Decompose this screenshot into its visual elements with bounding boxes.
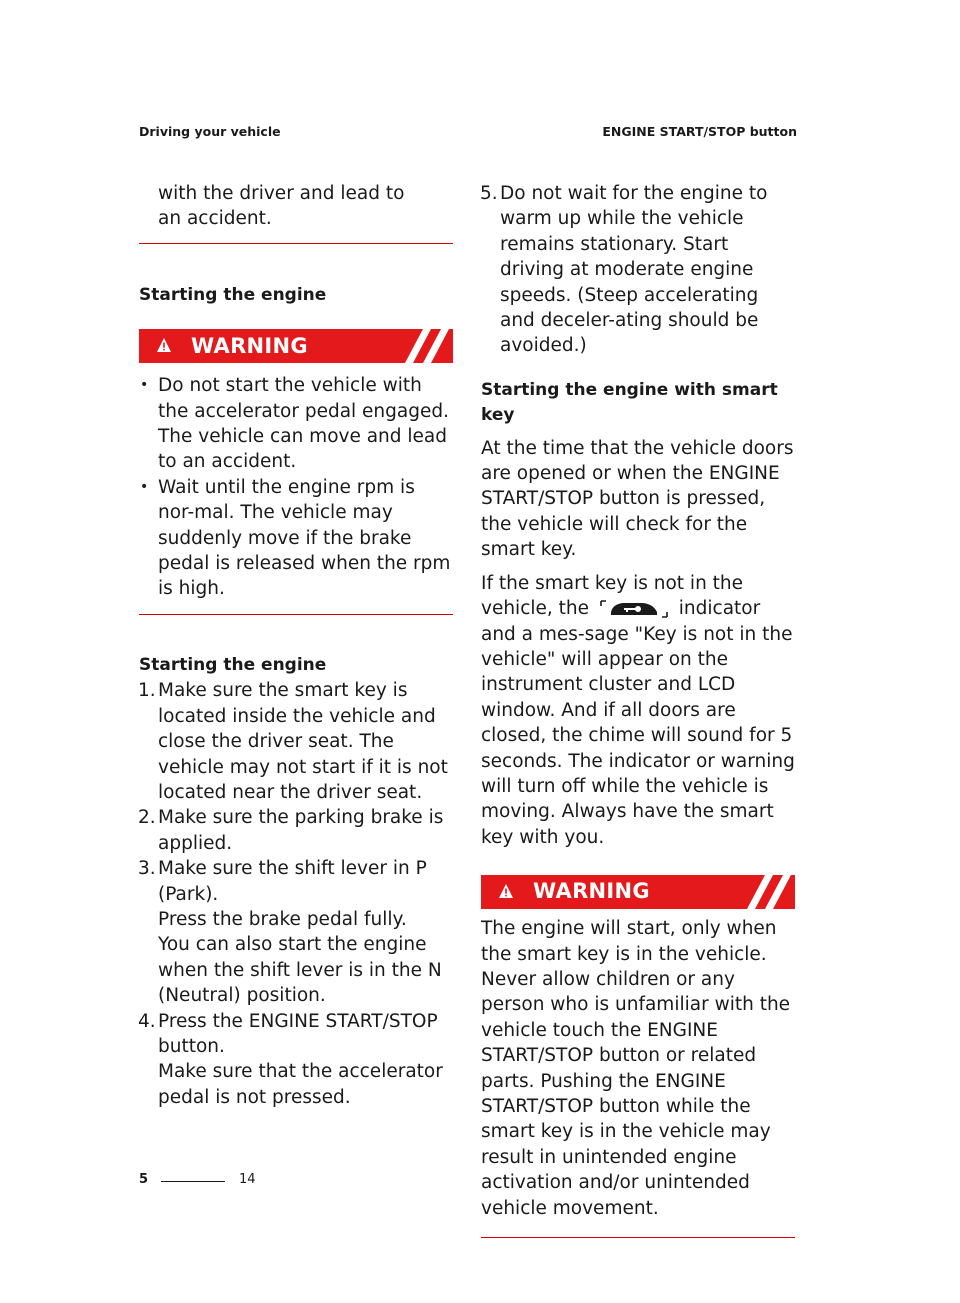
list-item: 2. Make sure the parking brake is applied.	[138, 807, 444, 854]
section-divider	[139, 243, 453, 244]
warning-bullet-list	[139, 373, 453, 602]
section-divider	[139, 614, 453, 615]
smart-key-indicator-icon	[599, 598, 669, 620]
page-number: 14	[239, 1172, 256, 1187]
list-item: 4. Press the ENGINE START/STOP button. Make sure that the accelerator pedal is not pressed.	[138, 1010, 443, 1108]
section-heading-smart-key: Starting the engine with smart key	[481, 379, 778, 426]
list-item: 3. Make sure the shift lever in P (Park). Press the brake pedal fully. You can also start the engine when the shift lever is in the N (Neutral) position.	[138, 858, 442, 1007]
chapter-number: 5	[139, 1172, 149, 1187]
continued-text: with the driver and lead to an accident.	[158, 183, 405, 230]
right-column	[481, 181, 795, 1238]
list-item: 1. Make sure the smart key is located inside the vehicle and close the driver seat. The vehicle may not start if it is not located near the driver seat.	[138, 680, 448, 803]
footer-divider	[161, 1181, 225, 1182]
warning-banner	[139, 329, 453, 363]
paragraph: At the time that the vehicle doors are opened or when the ENGINE START/STOP button is pressed, the vehicle will check for the smart key.	[481, 437, 794, 561]
warning-label: WARNING	[533, 879, 650, 904]
warning-slashes-decoration	[401, 329, 453, 363]
warning-label: WARNING	[191, 333, 308, 358]
left-column	[139, 181, 453, 1110]
header-topic-title: ENGINE START/STOP button	[602, 124, 797, 139]
header-section-title: Driving your vehicle	[139, 124, 281, 139]
section-heading-starting-engine: Starting the engine	[139, 284, 327, 305]
starting-steps-list	[139, 678, 453, 1110]
starting-steps-list-continued	[481, 181, 795, 359]
list-item: • Do not start the vehicle with the accelerator pedal engaged. The vehicle can move and lead to an accident.	[139, 373, 453, 475]
list-item: 5. Do not wait for the engine to warm up while the vehicle remains stationary. Start driving at moderate engine speeds. (Steep accelerating and deceler-ating should be avoided.)	[480, 183, 768, 357]
list-item: • Wait until the engine rpm is nor-mal. The vehicle may suddenly move if the brake pedal is released when the rpm is high.	[139, 475, 453, 602]
paragraph: If the smart key is not in the vehicle, the indicator and a mes-sage "Key is not in the vehicle" will appear on the instrument cluster and LCD window. And if all doors are closed, the chime will sound for 5 seconds. The indicator or warning will turn off while the vehicle is moving. Always have the smart key with you.	[481, 572, 795, 848]
section-divider	[481, 1237, 795, 1238]
warning-banner	[481, 875, 795, 909]
section-heading-starting-engine-steps: Starting the engine	[139, 654, 327, 675]
warning-text: The engine will start, only when the smart key is in the vehicle. Never allow children or any person who is unfamiliar with the vehicle touch the ENGINE START/STOP button or related parts. Pushing the ENGINE START/STOP button while the smart key is in the vehicle may result in unintended engine activation and/or unintended vehicle movement.	[481, 918, 791, 1219]
warning-slashes-decoration	[743, 875, 795, 909]
